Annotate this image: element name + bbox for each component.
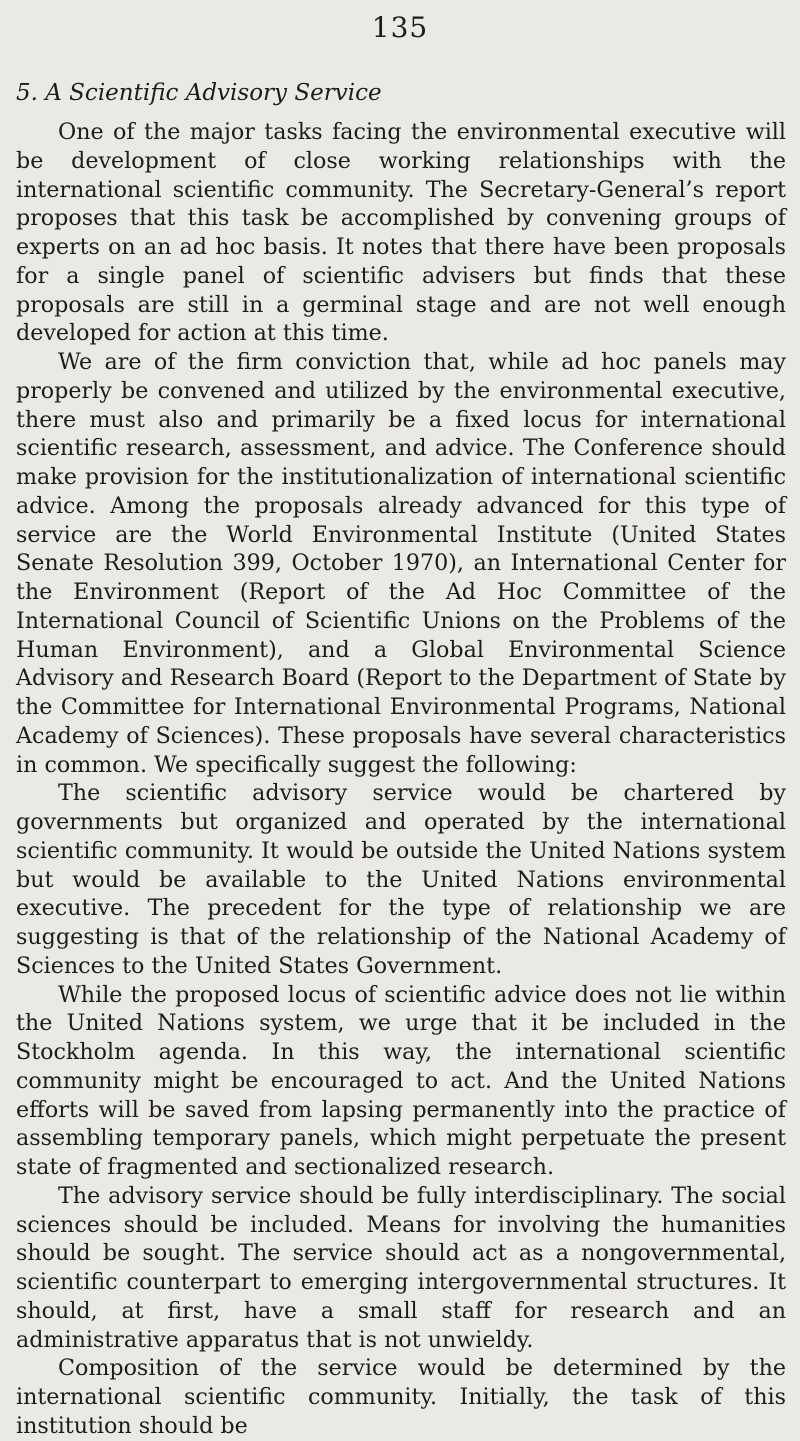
page-number: 135 (371, 11, 429, 44)
paragraph: The scientific advisory service would be chartered by governments but organized and operated by the international scientific community. It would be outside the United Nations system but would be available to the United Nations environmental executive. The precedent for the type of relationship we are suggesting is that of the relationship of the National Academy of Sciences to the United States Government. (16, 780, 786, 979)
paragraph: We are of the firm conviction that, while ad hoc panels may properly be convened and utilized by the environmental executive, there must also and primarily be a fixed locus for international scientific research, assessment, and advice. The Conference should make provision for the institutionalization of international scientific advice. Among the proposals already advanced for this type of service are the World Environmental Institute (United States Senate Resolution 399, October 1970), an International Center for the Environment (Report of the Ad Hoc Committee of the International Council of Scientific Unions on the Problems of the Human Environment), and a Global Environmental Science Advisory and Research Board (Report to the Department of State by the Committee for International Environmental Programs, National Academy of Sciences). These proposals have several characteristics in common. We specifically suggest the following: (16, 349, 786, 778)
body-text (16, 118, 786, 1441)
paragraph: Composition of the service would be determined by the international scientific community. Initially, the task of this institution should be (16, 1355, 786, 1439)
section-heading: 5. A Scientific Advisory Service (16, 80, 382, 106)
paragraph: While the proposed locus of scientific advice does not lie within the United Nations system, we urge that it be included in the Stockholm agenda. In this way, the international scientific community might be encouraged to act. And the United Nations efforts will be saved from lapsing permanently into the practice of assembling temporary panels, which might perpetuate the present state of fragmented and sectionalized research. (16, 981, 786, 1180)
paragraph: The advisory service should be fully interdisciplinary. The social sciences should be included. Means for involving the humanities should be sought. The service should act as a nongovernmental, scientific counterpart to emerging intergovernmental structures. It should, at first, have a small staff for research and an administrative apparatus that is not unwieldy. (16, 1182, 786, 1353)
paragraph: One of the major tasks facing the environmental executive will be development of close working relationships with the international scientific community. The Secretary-General’s report proposes that this task be accomplished by convening groups of experts on an ad hoc basis. It notes that there have been proposals for a single panel of scientific advisers but finds that these proposals are still in a germinal stage and are not well enough developed for action at this time. (16, 119, 786, 347)
